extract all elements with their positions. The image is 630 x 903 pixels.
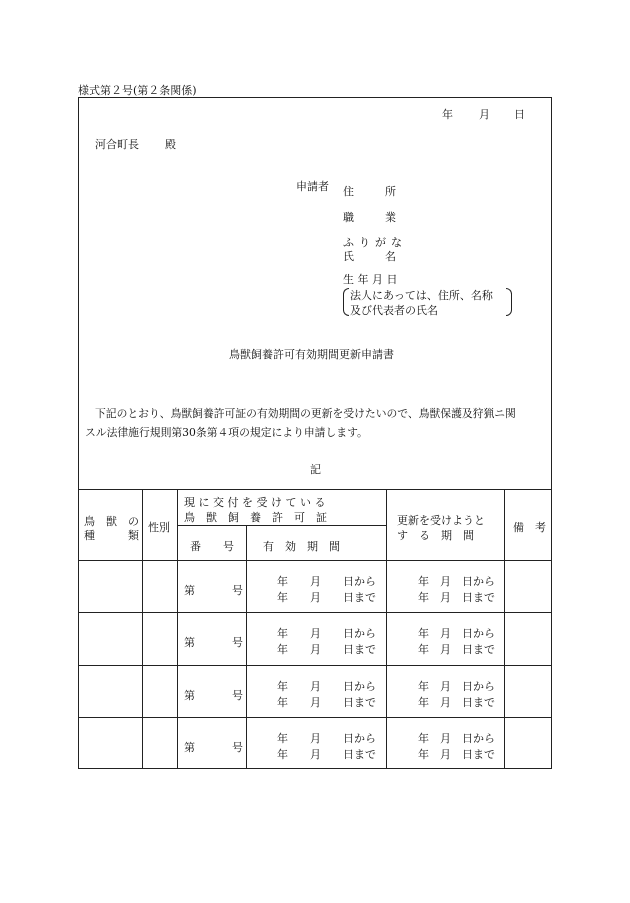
header-number: 番 号 [190, 540, 234, 553]
date-year: 年 [442, 108, 453, 121]
col-divider [246, 525, 247, 769]
row-valid-from: 年 月 日から [277, 627, 376, 640]
document-title: 鳥獣飼養許可有効期間更新申請書 [229, 348, 394, 361]
row-valid-to: 年 月 日まで [277, 591, 376, 604]
note-bracket-right [506, 288, 512, 316]
row-valid-to: 年 月 日まで [277, 643, 376, 656]
form-number: 様式第２号(第２条関係) [78, 84, 197, 97]
applicant-name: 氏 名 [343, 250, 399, 263]
col-divider [177, 489, 178, 769]
ki-heading: 記 [310, 463, 321, 476]
row-renew-from: 年 月 日から [418, 732, 495, 745]
row-number-suffix: 号 [232, 741, 243, 754]
body-line-2: スル法律施行規則第30条第４項の規定により申請します。 [85, 426, 368, 439]
row-number-suffix: 号 [232, 636, 243, 649]
row-renew-from: 年 月 日から [418, 575, 495, 588]
row-renew-to: 年 月 日まで [418, 591, 495, 604]
row-number-prefix: 第 [184, 689, 195, 702]
row-valid-from: 年 月 日から [277, 732, 376, 745]
header-species-1: 鳥 獣 の [84, 515, 139, 528]
applicant-note-line1: 法人にあっては、住所、名称 [350, 289, 493, 302]
row-renew-from: 年 月 日から [418, 680, 495, 693]
header-renew-1: 更新を受けようと [397, 514, 485, 527]
header-validity: 有 効 期 間 [263, 540, 340, 553]
row-renew-to: 年 月 日まで [418, 643, 495, 656]
applicant-birthdate: 生 年 月 日 [343, 273, 398, 286]
col-divider [142, 489, 143, 769]
header-permit-2: 鳥 獣 飼 養 許 可 証 [184, 511, 327, 524]
note-bracket-left [343, 288, 349, 316]
table-header-bottom-line [78, 560, 552, 561]
col-divider [386, 489, 387, 769]
row-number-prefix: 第 [184, 636, 195, 649]
header-sex: 性別 [148, 521, 170, 534]
table-row-line [78, 717, 552, 718]
header-remarks: 備 考 [513, 521, 546, 534]
date-day: 日 [514, 108, 525, 121]
row-renew-to: 年 月 日まで [418, 696, 495, 709]
addressee-name: 河合町長 [95, 138, 139, 151]
applicant-furigana: ふりがな [343, 236, 407, 249]
header-renew-2: す る 期 間 [397, 529, 474, 542]
row-renew-to: 年 月 日まで [418, 748, 495, 761]
row-valid-from: 年 月 日から [277, 575, 376, 588]
table-top-line [78, 489, 552, 490]
header-permit-1: 現 に 交 付 を 受 け て い る [184, 496, 326, 509]
date-month: 月 [479, 108, 490, 121]
row-number-prefix: 第 [184, 741, 195, 754]
row-number-suffix: 号 [232, 584, 243, 597]
applicant-address: 住 所 [343, 185, 399, 198]
row-number-suffix: 号 [232, 689, 243, 702]
row-valid-from: 年 月 日から [277, 680, 376, 693]
addressee-honorific: 殿 [165, 138, 176, 151]
permit-subheader-line [177, 525, 386, 526]
header-species-2: 種 類 [84, 529, 139, 542]
row-valid-to: 年 月 日まで [277, 696, 376, 709]
applicant-note-line2: 及び代表者の氏名 [350, 304, 438, 317]
body-line-1: 下記のとおり、鳥獣飼養許可証の有効期間の更新を受けたいので、鳥獣保護及狩猟ニ関 [95, 407, 516, 420]
row-number-prefix: 第 [184, 584, 195, 597]
applicant-label: 申請者 [296, 180, 329, 193]
row-valid-to: 年 月 日まで [277, 748, 376, 761]
col-divider [504, 489, 505, 769]
applicant-occupation: 職 業 [343, 211, 399, 224]
row-renew-from: 年 月 日から [418, 627, 495, 640]
table-row-line [78, 665, 552, 666]
table-row-line [78, 612, 552, 613]
